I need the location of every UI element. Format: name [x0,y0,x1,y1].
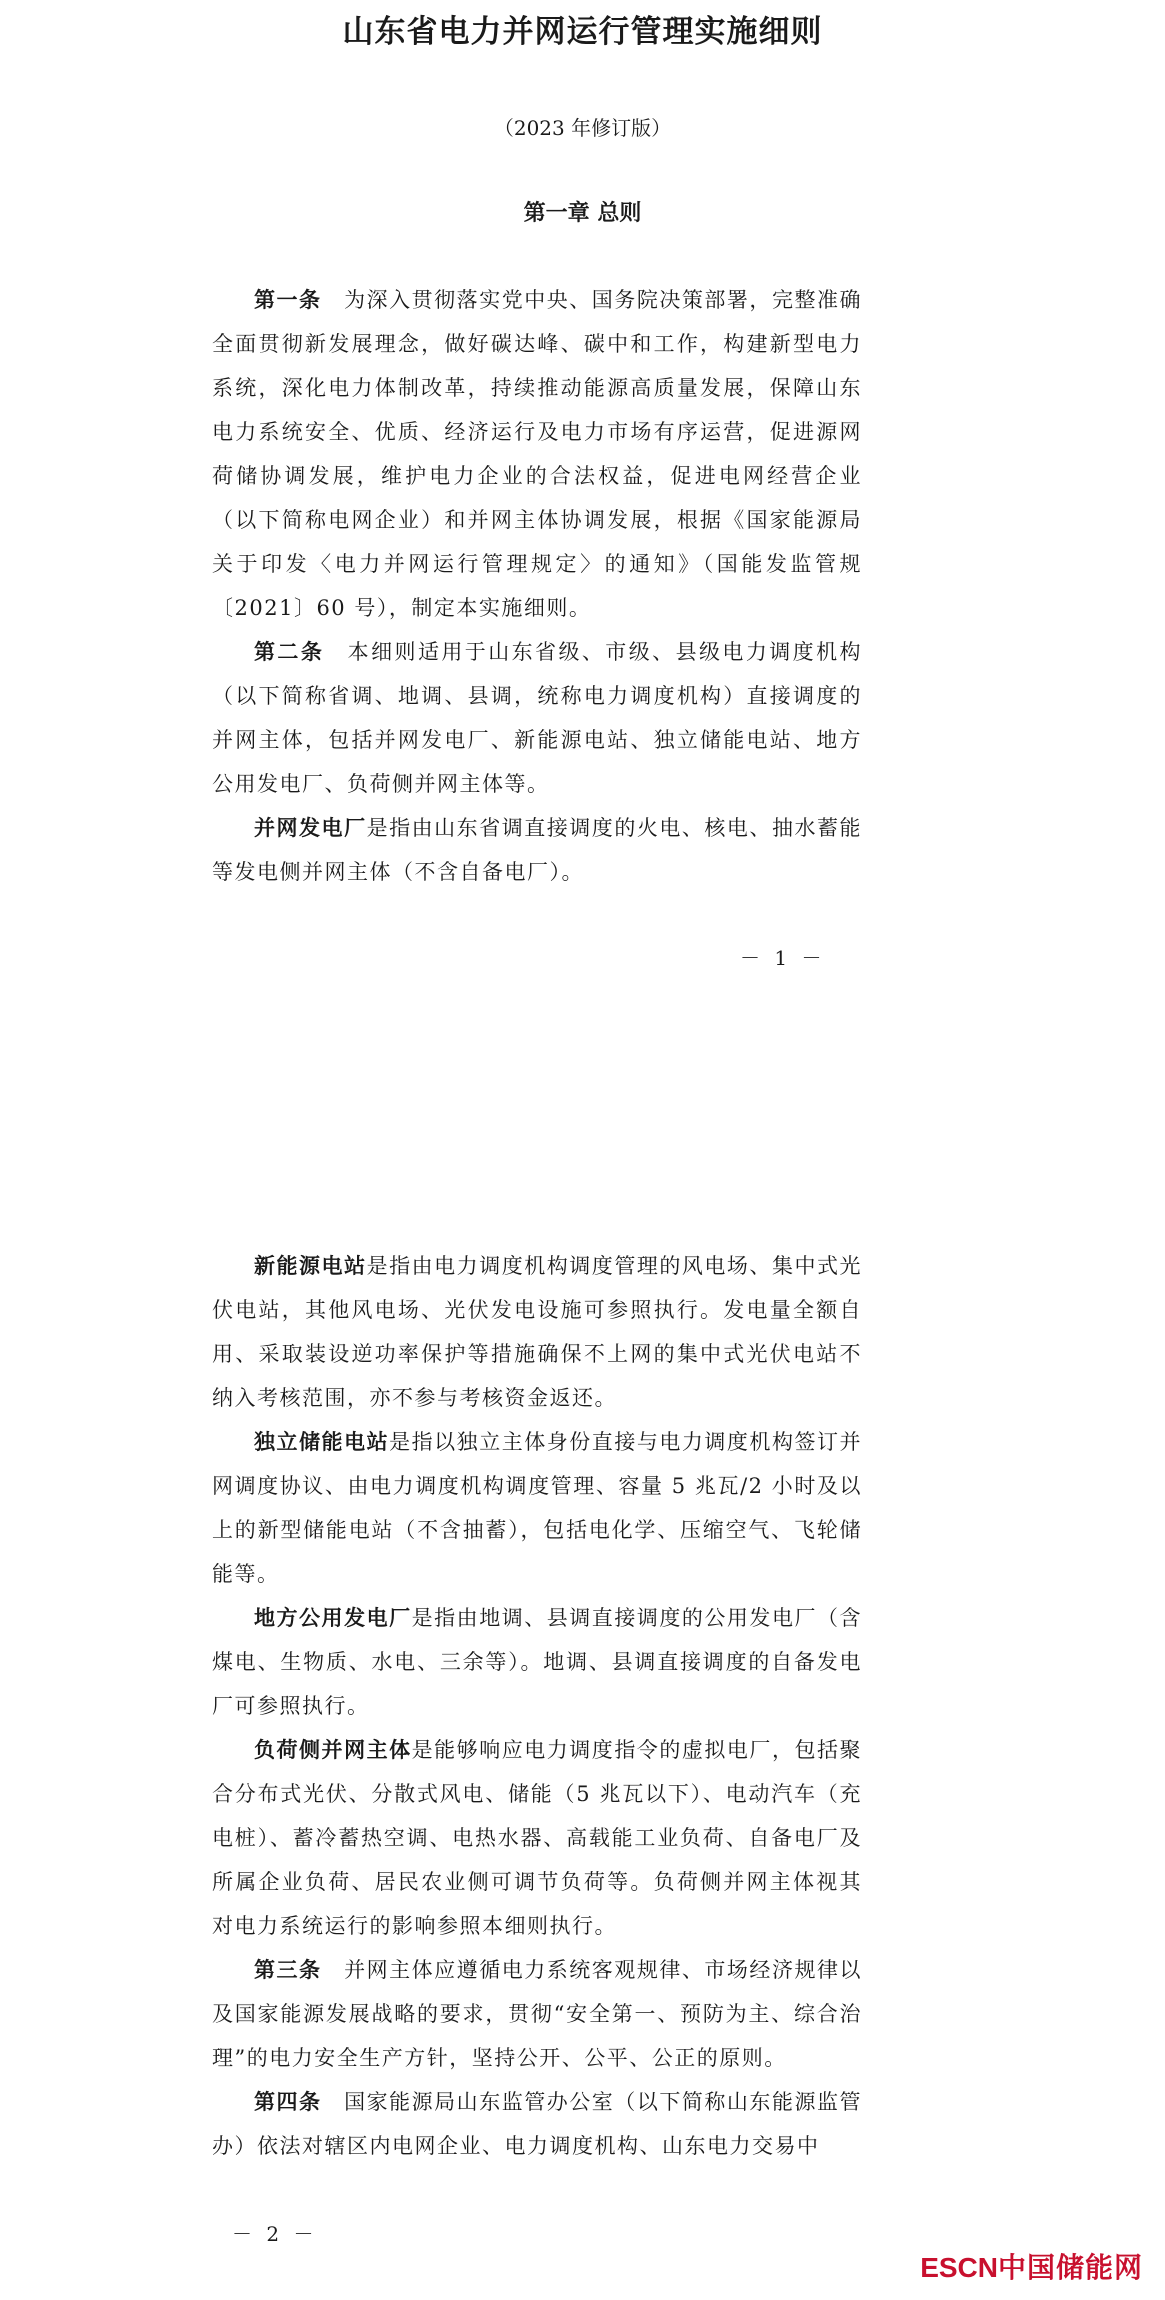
paragraph [212,2080,862,2168]
page-1-body [212,278,862,894]
escn-watermark-logo [920,2246,1143,2286]
paragraph [212,1596,862,1728]
watermark-chinese: 中国储能网 [997,2252,1143,2283]
paragraph-lead: 第四条 [254,2089,322,2114]
paragraph-text: 是能够响应电力调度指令的虚拟电厂，包括聚合分布式光伏、分散式风电、储能（5 兆瓦以下）、电动汽车（充电桩）、蓄冷蓄热空调、电热水器、高载能工业负荷、自备电厂及所属企业负荷、居民农业侧可调节负荷等。负荷侧并网主体视其对电力系统运行的影响参照本细则执行。 [212,1738,863,1938]
document-title: 山东省电力并网运行管理实施细则 [342,14,823,50]
paragraph-text: 本细则适用于山东省级、市级、县级电力调度机构（以下简称省调、地调、县调，统称电力调度机构）直接调度的并网主体，包括并网发电厂、新能源电站、独立储能电站、地方公用发电厂、负荷侧并网主体等。 [212,640,863,796]
paragraph-text: 为深入贯彻落实党中央、国务院决策部署，完整准确全面贯彻新发展理念，做好碳达峰、碳中和工作，构建新型电力系统，深化电力体制改革，持续推动能源高质量发展，保障山东电力系统安全、优质、经济运行及电力市场有序运营，促进源网荷储协调发展，维护电力企业的合法权益，促进电网经营企业（以下简称电网企业）和并网主体协调发展，根据《国家能源局关于印发〈电力并网运行管理规定〉的通知》（国能发监管规〔2021〕60 号），制定本实施细则。 [212,288,863,620]
paragraph-lead: 新能源电站 [254,1253,367,1278]
paragraph-lead: 第三条 [254,1957,322,1982]
page-number: － 2 － [232,2222,318,2246]
paragraph [212,278,862,630]
paragraph [212,1728,862,1948]
paragraph-lead: 第二条 [254,639,325,664]
paragraph [212,806,862,894]
paragraph-text: 是指由电力调度机构调度管理的风电场、集中式光伏电站，其他风电场、光伏发电设施可参照执行。发电量全额自用、采取装设逆功率保护等措施确保不上网的集中式光伏电站不纳入考核范围，亦不参与考核资金返还。 [212,1254,863,1410]
paragraph-lead: 第一条 [254,287,322,312]
page-2-body [212,1244,862,2168]
paragraph [212,1244,862,1420]
paragraph-text: 是指以独立主体身份直接与电力调度机构签订并网调度协议、由电力调度机构调度管理、容量 5 兆瓦/2 小时及以上的新型储能电站（不含抽蓄），包括电化学、压缩空气、飞轮储能等。 [212,1430,863,1586]
chapter-heading: 第一章 总则 [523,200,642,226]
paragraph [212,1948,862,2080]
paragraph-lead: 地方公用发电厂 [254,1605,412,1630]
paragraph-text: 是指由地调、县调直接调度的公用发电厂（含煤电、生物质、水电、三余等）。地调、县调直接调度的自备发电厂可参照执行。 [212,1606,863,1718]
paragraph-lead: 并网发电厂 [254,815,367,840]
paragraph [212,630,862,806]
document-subtitle: （2023 年修订版） [493,116,672,140]
watermark-latin: ESCN [920,2252,998,2283]
paragraph-text: 并网主体应遵循电力系统客观规律、市场经济规律以及国家能源发展战略的要求，贯彻“安全第一、预防为主、综合治理”的电力安全生产方针，坚持公开、公平、公正的原则。 [212,1958,863,2070]
paragraph [212,1420,862,1596]
page-number: － 1 － [740,946,826,970]
paragraph-lead: 独立储能电站 [254,1429,390,1454]
paragraph-lead: 负荷侧并网主体 [254,1737,412,1762]
paragraph-text: 国家能源局山东监管办公室（以下简称山东能源监管办）依法对辖区内电网企业、电力调度机构、山东电力交易中 [212,2090,863,2158]
paragraph-text: 是指由山东省调直接调度的火电、核电、抽水蓄能等发电侧并网主体（不含自备电厂）。 [212,816,863,884]
